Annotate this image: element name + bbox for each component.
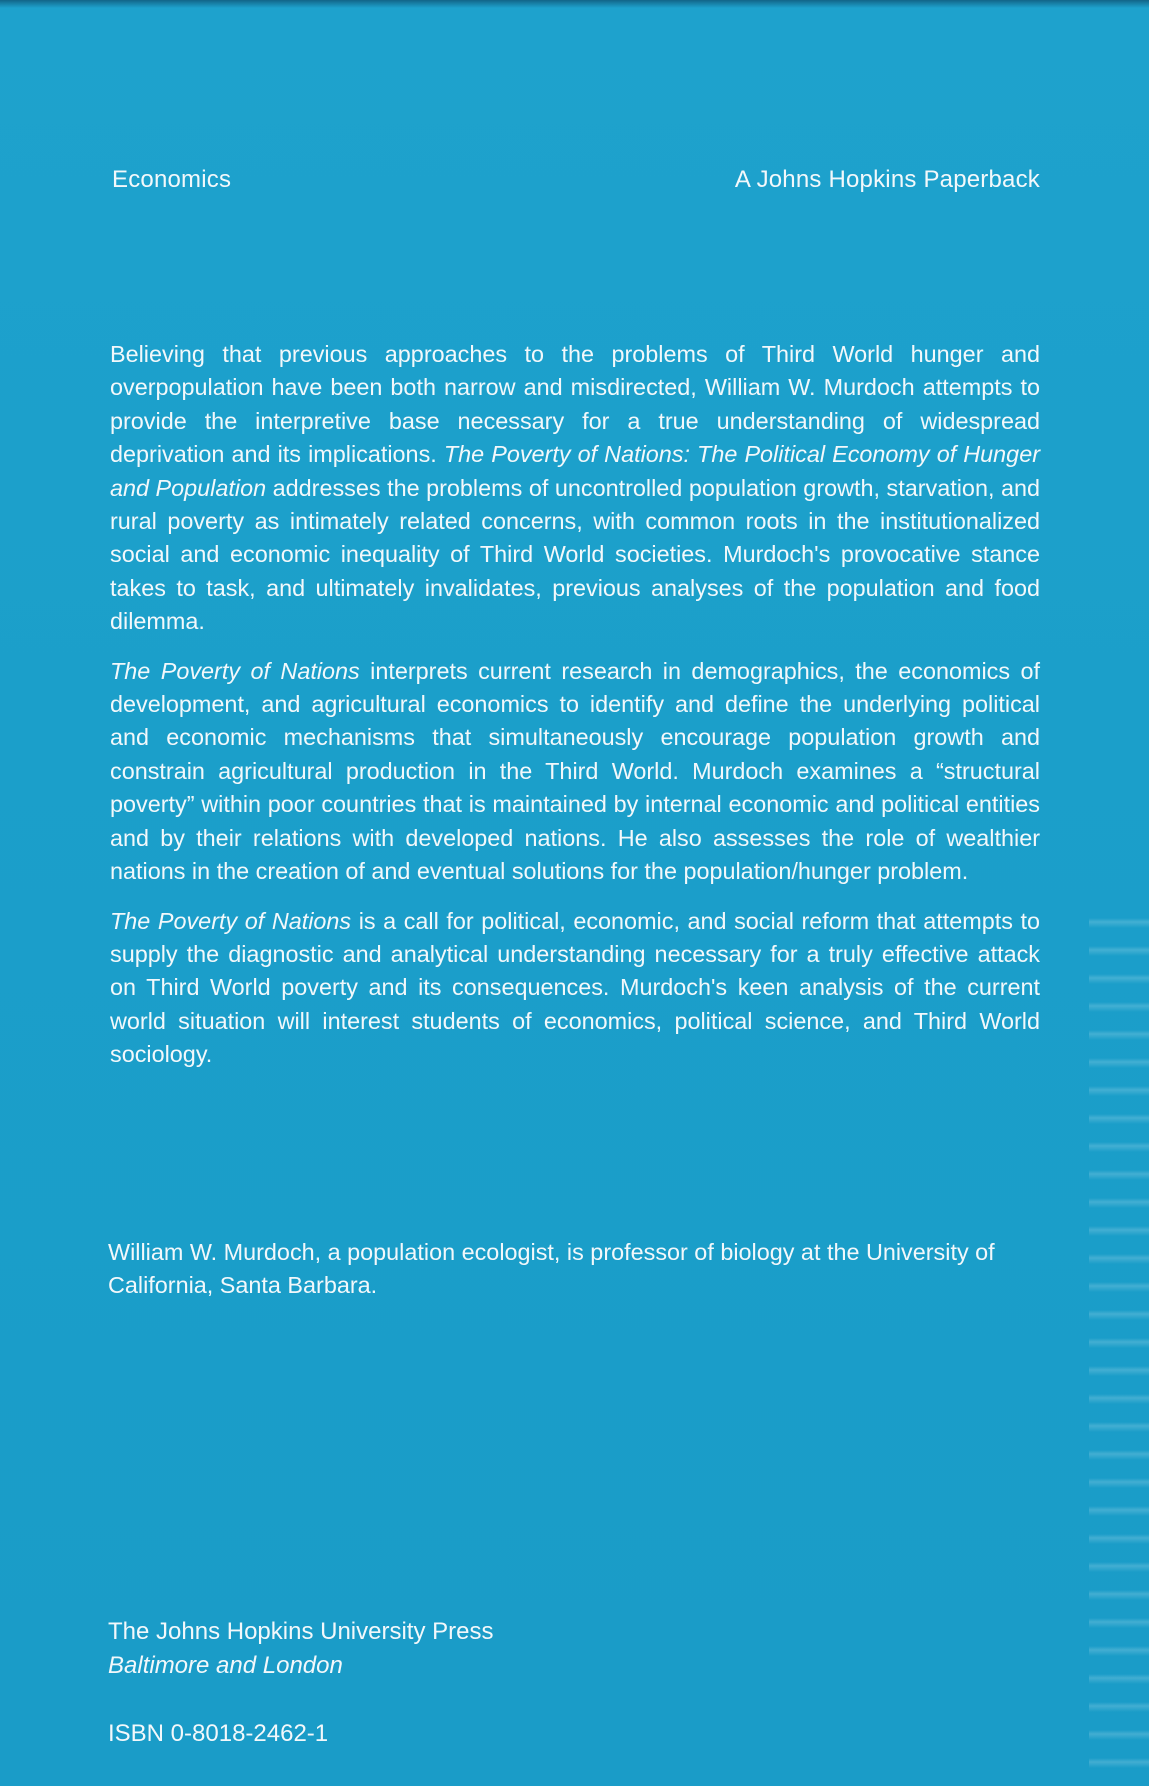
category-label: Economics <box>112 166 232 193</box>
publisher-city: Baltimore and London <box>108 1652 343 1679</box>
series-label: A Johns Hopkins Paperback <box>734 166 1040 193</box>
p2-text: interprets current research in demographics, the economics of development, and agricultural economics to identify and define the underlying political and economic mechanisms that simultaneously encourage population growth and constrain agricultural production in the Third World. Murdoch examines a “structural poverty” within poor countries that is maintained by internal economic and political entities and by their relations with developed nations. He also assesses the role of wealthier nations in the creation of and eventual solutions for the population/hunger problem. <box>110 657 1040 885</box>
spine-wear <box>1089 900 1149 1786</box>
top-edge-shadow <box>0 0 1149 8</box>
isbn: ISBN 0-8018-2462-1 <box>108 1720 329 1747</box>
publisher-block <box>108 1615 493 1683</box>
publisher-name: The Johns Hopkins University Press <box>108 1618 494 1645</box>
p3-text: is a call for political, economic, and social reform that attempts to supply the diagnostic and analytical understanding necessary for a truly effective attack on Third World poverty and its consequences. Murdoch's keen analysis of the current world situation will interest students of economics, political science, and Third World sociology. <box>110 907 1040 1068</box>
blurb <box>110 338 1040 1088</box>
p1-text-b: addresses the problems of uncontrolled population growth, starvation, and rural poverty as intimately related concerns, with common roots in the institutionalized social and economic inequality of Third World societies. Murdoch's provocative stance takes to task, and ultimately invalidates, previous analyses of the population and food dilemma. <box>110 474 1040 635</box>
blurb-paragraph-3 <box>110 905 1040 1072</box>
author-note: William W. Murdoch, a population ecologist, is professor of biology at the University of California, Santa Barbara. <box>108 1239 995 1298</box>
header-row <box>112 166 1040 194</box>
p1-text-a: Believing that previous approaches to the problems of Third World hunger and overpopulation have been both narrow and misdirected, William W. Murdoch attempts to provide the interpretive base necessary for a true understanding of widespread deprivation and its implications. <box>110 341 1040 468</box>
p2-book-title: The Poverty of Nations <box>110 657 360 684</box>
blurb-paragraph-1 <box>110 338 1040 639</box>
blurb-paragraph-2 <box>110 655 1040 889</box>
p3-book-title: The Poverty of Nations <box>110 907 352 934</box>
p1-book-title: The Poverty of Nations: The Political Economy of Hunger and Population <box>110 441 1040 501</box>
